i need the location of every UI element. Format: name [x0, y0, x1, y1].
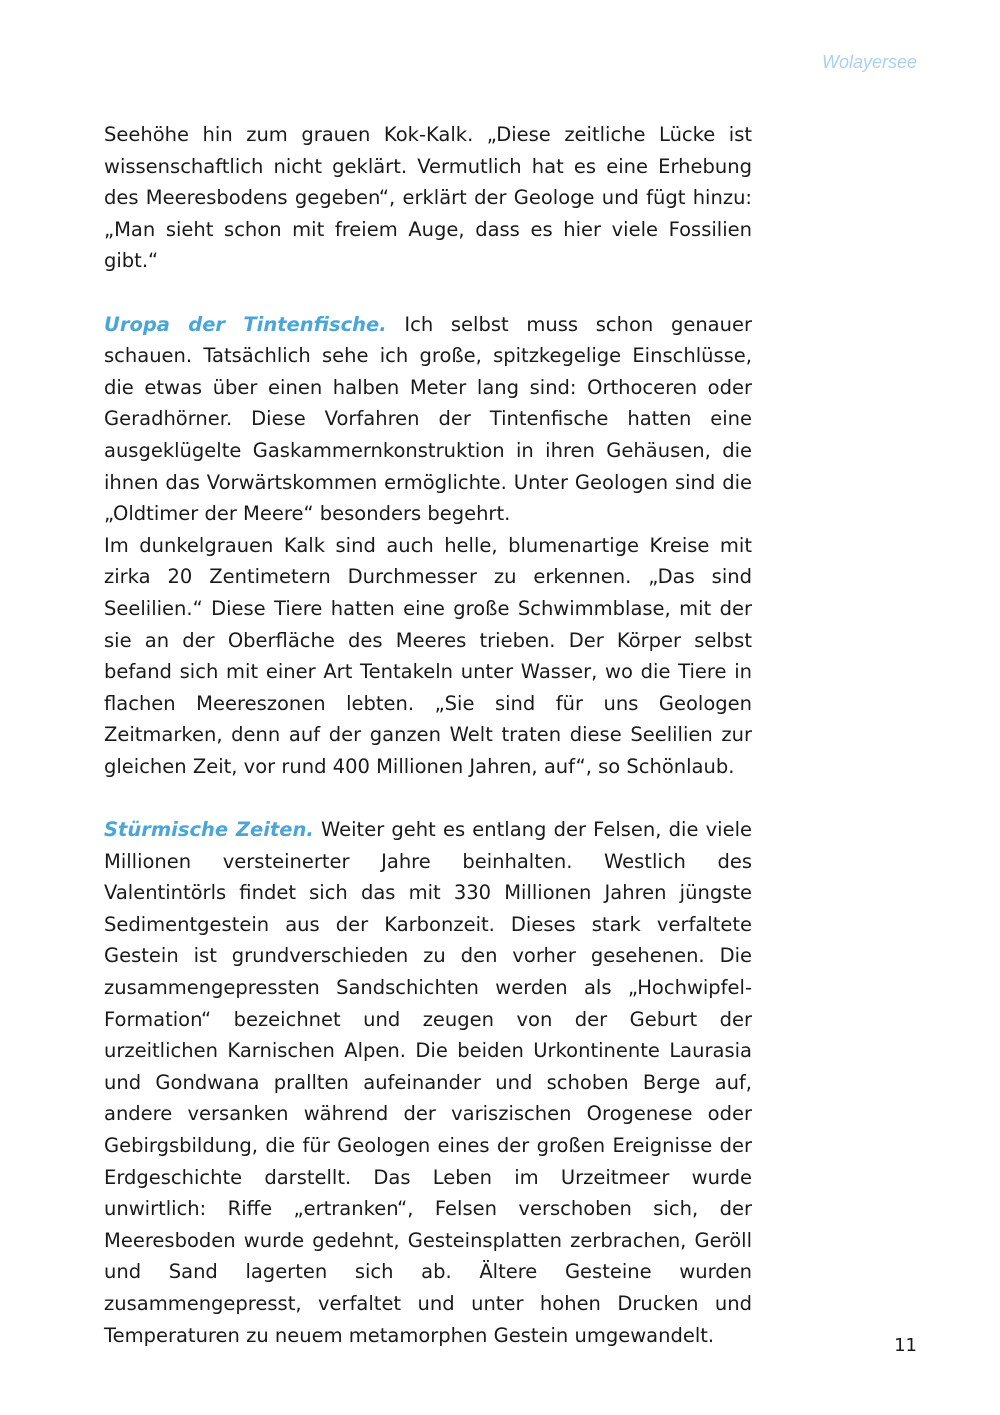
running-head: Wolayersee	[821, 52, 917, 72]
paragraph-text: Ich selbst muss schon genauer schauen. Tatsächlich sehe ich große, spitzkegelige Einschlüsse, die etwas über einen halben Meter lang sind: Orthoceren oder Geradhörner. Diese Vorfahren der Tintenfische hatten eine ausgeklügelte Gaskammernkonstruktion in ihren Gehäusen, die ihnen das Vorwärtskommen ermöglichte. Unter Geologen sind die „Oldtimer der Meere“ besonders begehrt.	[104, 312, 752, 526]
paragraph-text: Weiter geht es entlang der Felsen, die viele Millionen versteinerter Jahre beinhalten. Westlich des Valentintörls findet sich das mit 330 Millionen Jahren jüngste Sedimentgestein aus der Karbonzeit. Dieses stark verfaltete Gestein ist grundverschieden zu den vorher gesehenen. Die zusammengepressten Sandschichten werden als „Hochwipfel-Formation“ bezeichnet und zeugen von der Geburt der urzeitlichen Karnischen Alpen. Die beiden Urkontinente Laurasia und Gondwana prallten aufeinander und schoben Berge auf, andere versanken während der variszischen Orogenese oder Gebirgsbildung, die für Geologen eines der großen Ereignisse der Erdgeschichte darstellt. Das Leben im Urzeitmeer wurde unwirtlich: Riffe „ertranken“, Felsen verschoben sich, der Meeresboden wurde gedehnt, Gesteinsplatten zerbrachen, Geröll und Sand lagerten sich ab. Ältere Gesteine wurden zusammengepresst, verfaltet und unter hohen Drucken und Temperaturen zu neuem metamorphen Gestein umgewandelt.	[104, 818, 752, 1347]
paragraph-text: Im dunkelgrauen Kalk sind auch helle, blumenartige Kreise mit zirka 20 Zentimetern Durchmesser zu erkennen. „Das sind Seelilien.“ Diese Tiere hatten eine große Schwimmblase, mit der sie an der Oberfläche des Meeres trieben. Der Körper selbst befand sich mit einer Art Tentakeln unter Wasser, wo die Tiere in flachen Meereszonen lebten. „Sie sind für uns Geologen Zeitmarken, denn auf der ganzen Welt traten diese Seelilien zur gleichen Zeit, vor rund 400 Millionen Jahren, auf“, so Schönlaub.	[104, 533, 752, 778]
paragraph	[104, 530, 752, 783]
paragraph	[104, 309, 752, 530]
page-number: 11	[894, 1335, 917, 1356]
section-lead: Stürmische Zeiten.	[104, 818, 314, 842]
paragraph-text: Seehöhe hin zum grauen Kok-Kalk. „Diese zeitliche Lücke ist wissenschaftlich nicht geklärt. Vermutlich hat es eine Erhebung des Meeresbodens gegeben“, erklärt der Geologe und fügt hinzu: „Man sieht schon mit freiem Auge, dass es hier viele Fossilien gibt.“	[104, 123, 752, 273]
section-lead: Uropa der Tintenfische.	[104, 312, 387, 336]
body-text	[104, 119, 752, 1351]
paragraph	[104, 119, 752, 277]
paragraph	[104, 814, 752, 1351]
